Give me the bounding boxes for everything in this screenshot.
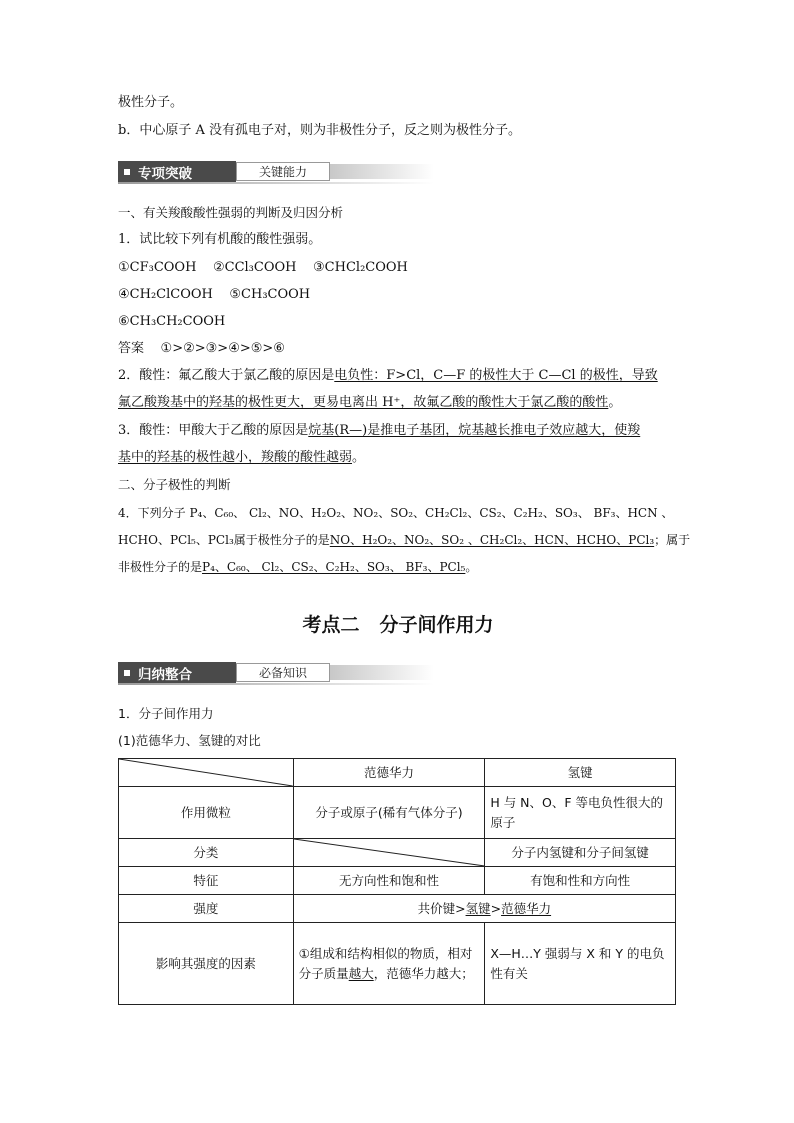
table-row xyxy=(119,787,676,839)
row-label: 强度 xyxy=(119,895,294,923)
acid-item: ⑤CH₃COOH xyxy=(229,287,311,302)
heading-intermolecular-forces: 1．分子间作用力 xyxy=(118,706,214,721)
banner-dark-label: 专项突破 xyxy=(138,165,192,182)
question-3-line-1 xyxy=(118,421,640,441)
factor-suffix: ，范德华力越大； xyxy=(373,965,474,981)
table-cell: H 与 N、O、F 等电负性很大的原子 xyxy=(485,787,676,839)
heading-molecular-polarity: 二、分子极性的判断 xyxy=(118,477,231,492)
acid-item: ①CF₃COOH xyxy=(118,260,197,275)
question-3-answer-part-1: 烷基(R—)是推电子基团，烷基越长推电子效应越大，使羧 xyxy=(308,423,641,438)
row-label: 作用微粒 xyxy=(119,787,294,839)
table-corner-cell xyxy=(119,759,294,787)
acid-list-row-1 xyxy=(118,258,408,278)
row-label: 影响其强度的因素 xyxy=(119,923,294,1005)
question-3-answer-part-2: 基中的羟基的极性越小，羧酸的酸性越弱 xyxy=(118,450,353,465)
intro-line-2: b．中心原子 A 没有孤电子对，则为非极性分子，反之则为极性分子。 xyxy=(118,123,521,138)
question-4-line-3 xyxy=(118,557,477,577)
table-row xyxy=(119,923,676,1005)
question-2-line-1 xyxy=(118,366,658,386)
table-cell: 分子内氢键和分子间氢键 xyxy=(485,839,676,867)
table-empty-cell xyxy=(293,839,485,867)
question-2-end: 。 xyxy=(608,395,622,410)
question-2-line-2 xyxy=(118,393,621,413)
factor-prefix: ①组成和结构相似的物质，相对分子质量 xyxy=(298,945,473,981)
section-title-part-2: 分子间作用力 xyxy=(379,614,494,636)
table-merged-cell xyxy=(293,895,675,923)
acid-list-row-3 xyxy=(118,312,225,332)
heading-comparison: (1)范德华力、氢键的对比 xyxy=(118,733,261,748)
section-title-part-1: 考点二 xyxy=(302,614,360,636)
table-row xyxy=(119,867,676,895)
banner-fade xyxy=(330,164,434,179)
acid-item: ④CH₂ClCOOH xyxy=(118,287,213,302)
table-cell: 无方向性和饱和性 xyxy=(293,867,485,895)
square-bullet-icon xyxy=(124,670,130,676)
banner-fade xyxy=(330,665,434,680)
question-3-prefix: 3．酸性：甲酸大于乙酸的原因是 xyxy=(118,423,309,438)
strength-hydrogen-bond: 氢键 xyxy=(465,900,491,916)
heading-acid-strength: 一、有关羧酸酸性强弱的判断及归因分析 xyxy=(118,205,344,220)
question-3-line-2 xyxy=(118,448,365,468)
factor-underlined: 越大 xyxy=(348,965,374,981)
comparison-table xyxy=(118,758,676,1005)
banner-underline xyxy=(118,683,434,685)
diagonal-line xyxy=(119,759,293,786)
table-header-row xyxy=(119,759,676,787)
question-3-end: 。 xyxy=(352,450,366,465)
polar-molecules-answer: NO、H₂O₂、NO₂、SO₂ 、CH₂Cl₂、HCN、HCHO、PCl₃ xyxy=(329,533,655,547)
question-4-nonpolar-prefix: 非极性分子的是 xyxy=(118,560,203,574)
question-4-end: 。 xyxy=(465,560,478,574)
answer-label: 答案 xyxy=(118,341,145,356)
banner-light-tab: 关键能力 xyxy=(236,162,330,181)
column-header: 范德华力 xyxy=(293,759,485,787)
row-label: 分类 xyxy=(119,839,294,867)
table-cell: 有饱和性和方向性 xyxy=(485,867,676,895)
nonpolar-molecules-answer: P₄、C₆₀、 Cl₂、CS₂、C₂H₂、SO₃、 BF₃、PCl₅ xyxy=(202,560,466,574)
question-4-prefix: HCHO、PCl₅、PCl₃属于极性分子的是 xyxy=(118,533,330,547)
banner-dark-tab xyxy=(118,161,236,182)
banner-dark-label: 归纳整合 xyxy=(138,666,192,683)
strength-mid: > xyxy=(490,900,502,916)
square-bullet-icon xyxy=(124,169,130,175)
banner-dark-tab xyxy=(118,662,236,683)
question-4-line-2 xyxy=(118,530,690,550)
banner-underline xyxy=(118,182,434,184)
table-row xyxy=(119,895,676,923)
column-header: 氢键 xyxy=(485,759,676,787)
question-1: 1．试比较下列有机酸的酸性强弱。 xyxy=(118,232,322,247)
strength-prefix: 共价键> xyxy=(417,900,466,916)
table-cell: 分子或原子(稀有气体分子) xyxy=(293,787,485,839)
answer-line xyxy=(118,339,285,359)
acid-item: ⑥CH₃CH₂COOH xyxy=(118,314,226,329)
acid-item: ②CCl₃COOH xyxy=(212,260,297,275)
diagonal-line xyxy=(294,839,485,866)
question-2-prefix: 2．酸性：氟乙酸大于氯乙酸的原因是 xyxy=(118,368,335,383)
intro-line-1: 极性分子。 xyxy=(118,95,184,110)
question-2-answer-part-2: 氟乙酸羧基中的羟基的极性更大，更易电离出 H⁺，故氟乙酸的酸性大于氯乙酸的酸性 xyxy=(118,395,609,410)
row-label: 特征 xyxy=(119,867,294,895)
question-4-mid: ；属于 xyxy=(654,533,691,547)
acid-item: ③CHCl₂COOH xyxy=(313,260,408,275)
answer-value: ①>②>③>④>⑤>⑥ xyxy=(160,341,285,356)
table-cell: X—H…Y 强弱与 X 和 Y 的电负性有关 xyxy=(485,923,676,1005)
acid-list-row-2 xyxy=(118,285,310,305)
banner-special-topic xyxy=(118,161,434,182)
banner-summary xyxy=(118,662,434,683)
table-row xyxy=(119,839,676,867)
question-2-answer-part-1: 电负性：F>Cl，C—F 的极性大于 C—Cl 的极性，导致 xyxy=(334,368,658,383)
question-4-line-1: 4．下列分子 P₄、C₆₀、 Cl₂、NO、H₂O₂、NO₂、SO₂、CH₂Cl₂、CS₂、C₂H₂、SO₃、 BF₃、HCN 、 xyxy=(118,506,674,520)
table-cell xyxy=(293,923,485,1005)
strength-vdw: 范德华力 xyxy=(501,900,552,916)
banner-light-tab: 必备知识 xyxy=(236,663,330,682)
section-title xyxy=(118,610,678,637)
